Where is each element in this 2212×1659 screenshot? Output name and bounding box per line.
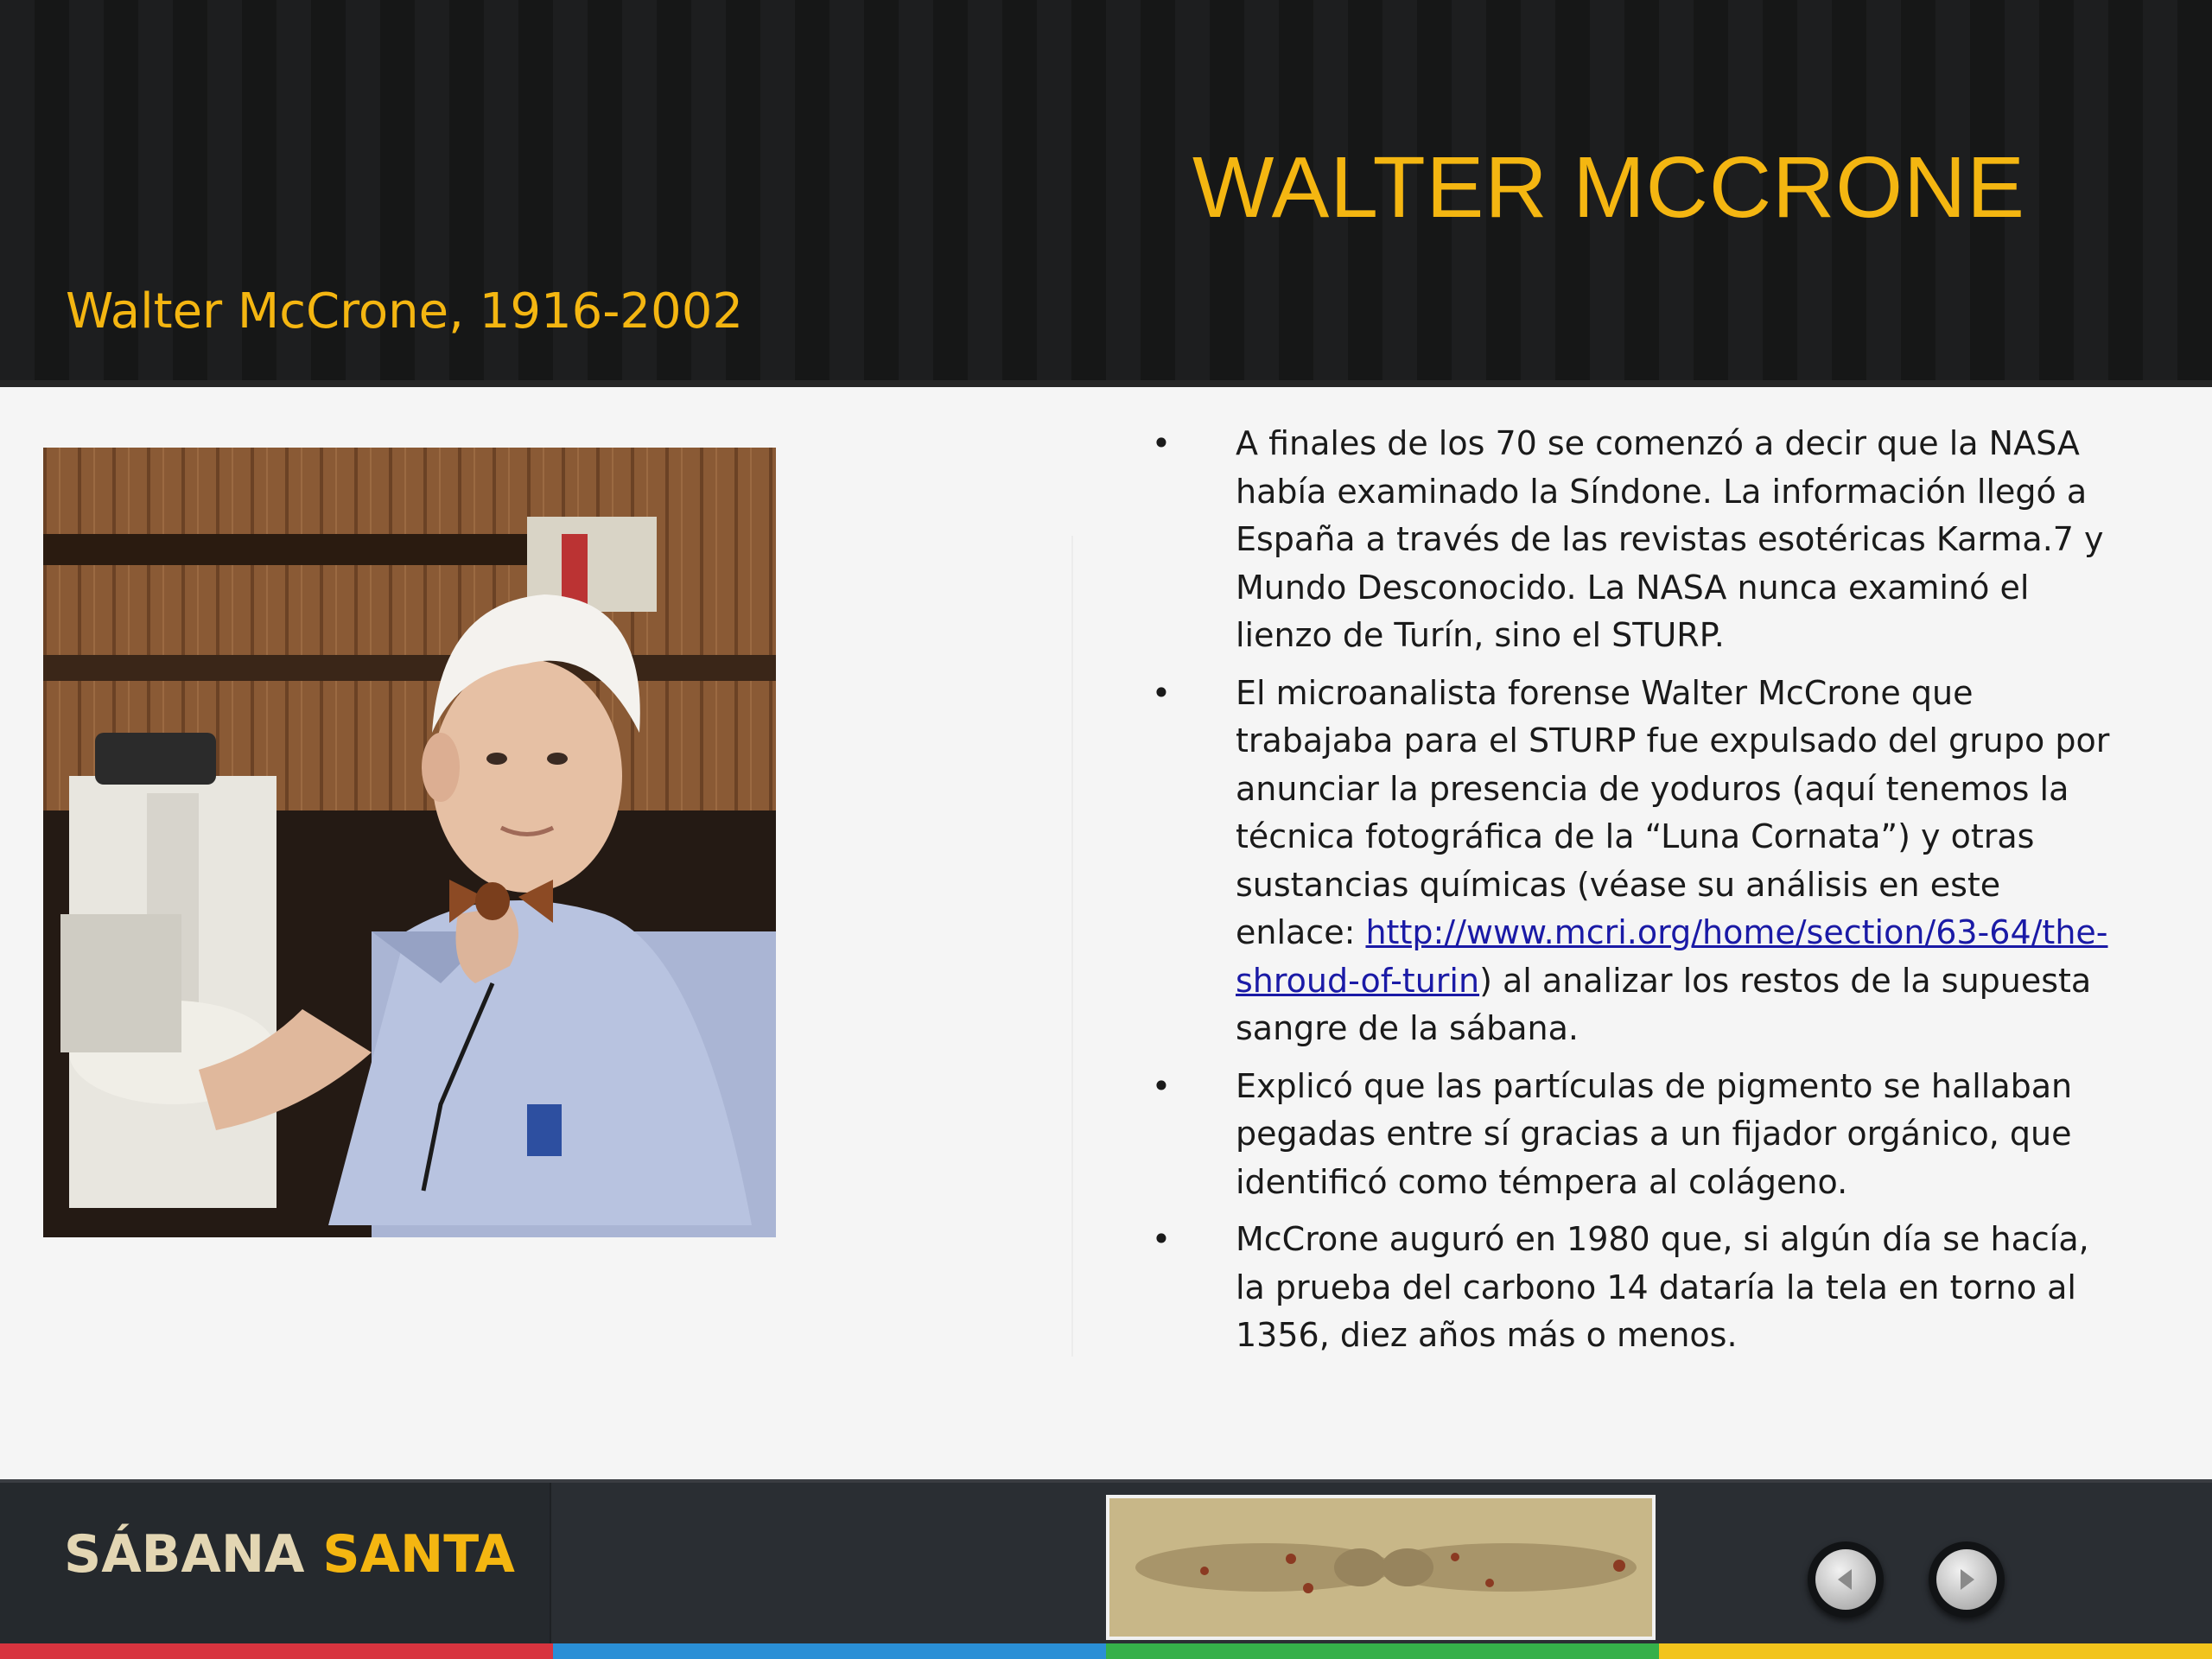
bullet-item: [1149, 670, 2126, 1053]
bullet-item: [1149, 1216, 2126, 1360]
photo-caption: Walter McCrone, 1916-2002: [66, 283, 743, 340]
previous-arrow-icon: [1815, 1549, 1876, 1610]
bullet-text: A finales de los 70 se comenzó a decir que la NASA había examinado la Síndone. La información llegó a España a través de las revistas esotéricas Karma.7 y Mundo Desconocido. La NASA nunca examinó el lienzo de Turín, sino el STURP.: [1236, 424, 2104, 654]
bullet-marker: •: [1151, 1220, 1172, 1258]
color-strip-green: [1106, 1643, 1659, 1659]
bullet-text: Explicó que las partículas de pigmento se hallaban pegadas entre sí gracias a un fijador orgánico, que identificó como témpera al colágeno.: [1236, 1066, 2073, 1201]
bullet-text: ) al analizar los restos de la supuesta sangre de la sábana.: [1236, 961, 2092, 1047]
footer-bar: [0, 1479, 2212, 1659]
presentation-brand: [64, 1524, 515, 1585]
mcri-link[interactable]: http://www.mcri.org/home/section/63-64/the-shroud-of-turin: [1236, 913, 2108, 1000]
next-arrow-icon: [1936, 1549, 1997, 1610]
color-strip: [0, 1643, 2212, 1659]
brand-word-1: SÁBANA: [64, 1524, 323, 1585]
brand-word-2: SANTA: [322, 1524, 515, 1585]
next-slide-button[interactable]: [1929, 1541, 2005, 1618]
bullet-item: [1149, 1063, 2126, 1207]
color-strip-yellow: [1659, 1643, 2212, 1659]
bullet-marker: •: [1151, 424, 1172, 462]
previous-slide-button[interactable]: [1808, 1541, 1884, 1618]
bullet-marker: •: [1151, 1066, 1172, 1105]
bullet-text: El microanalista forense Walter McCrone que trabajaba para el STURP fue expulsado del grupo por anunciar la presencia de yoduros (aquí tenemos la técnica fotográfica de la “Luna Cornata”) y otras sustancias químicas (véase su análisis en este enlace:: [1236, 673, 2110, 951]
bullet-item: [1149, 420, 2126, 660]
color-strip-red: [0, 1643, 553, 1659]
color-strip-blue: [553, 1643, 1106, 1659]
bullet-list: [1149, 420, 2126, 1370]
portrait-photo: [43, 448, 776, 1237]
shroud-thumbnail[interactable]: [1106, 1495, 1656, 1640]
slide-title: WALTER MCCRONE: [1192, 139, 2025, 236]
footer-brand-area: [0, 1483, 551, 1649]
column-divider: [1071, 536, 1073, 1357]
bullet-marker: •: [1151, 673, 1172, 712]
bullet-text: McCrone auguró en 1980 que, si algún día se hacía, la prueba del carbono 14 dataría la tela en torno al 1356, diez años más o menos.: [1236, 1220, 2089, 1354]
slide-header: [0, 0, 2212, 387]
